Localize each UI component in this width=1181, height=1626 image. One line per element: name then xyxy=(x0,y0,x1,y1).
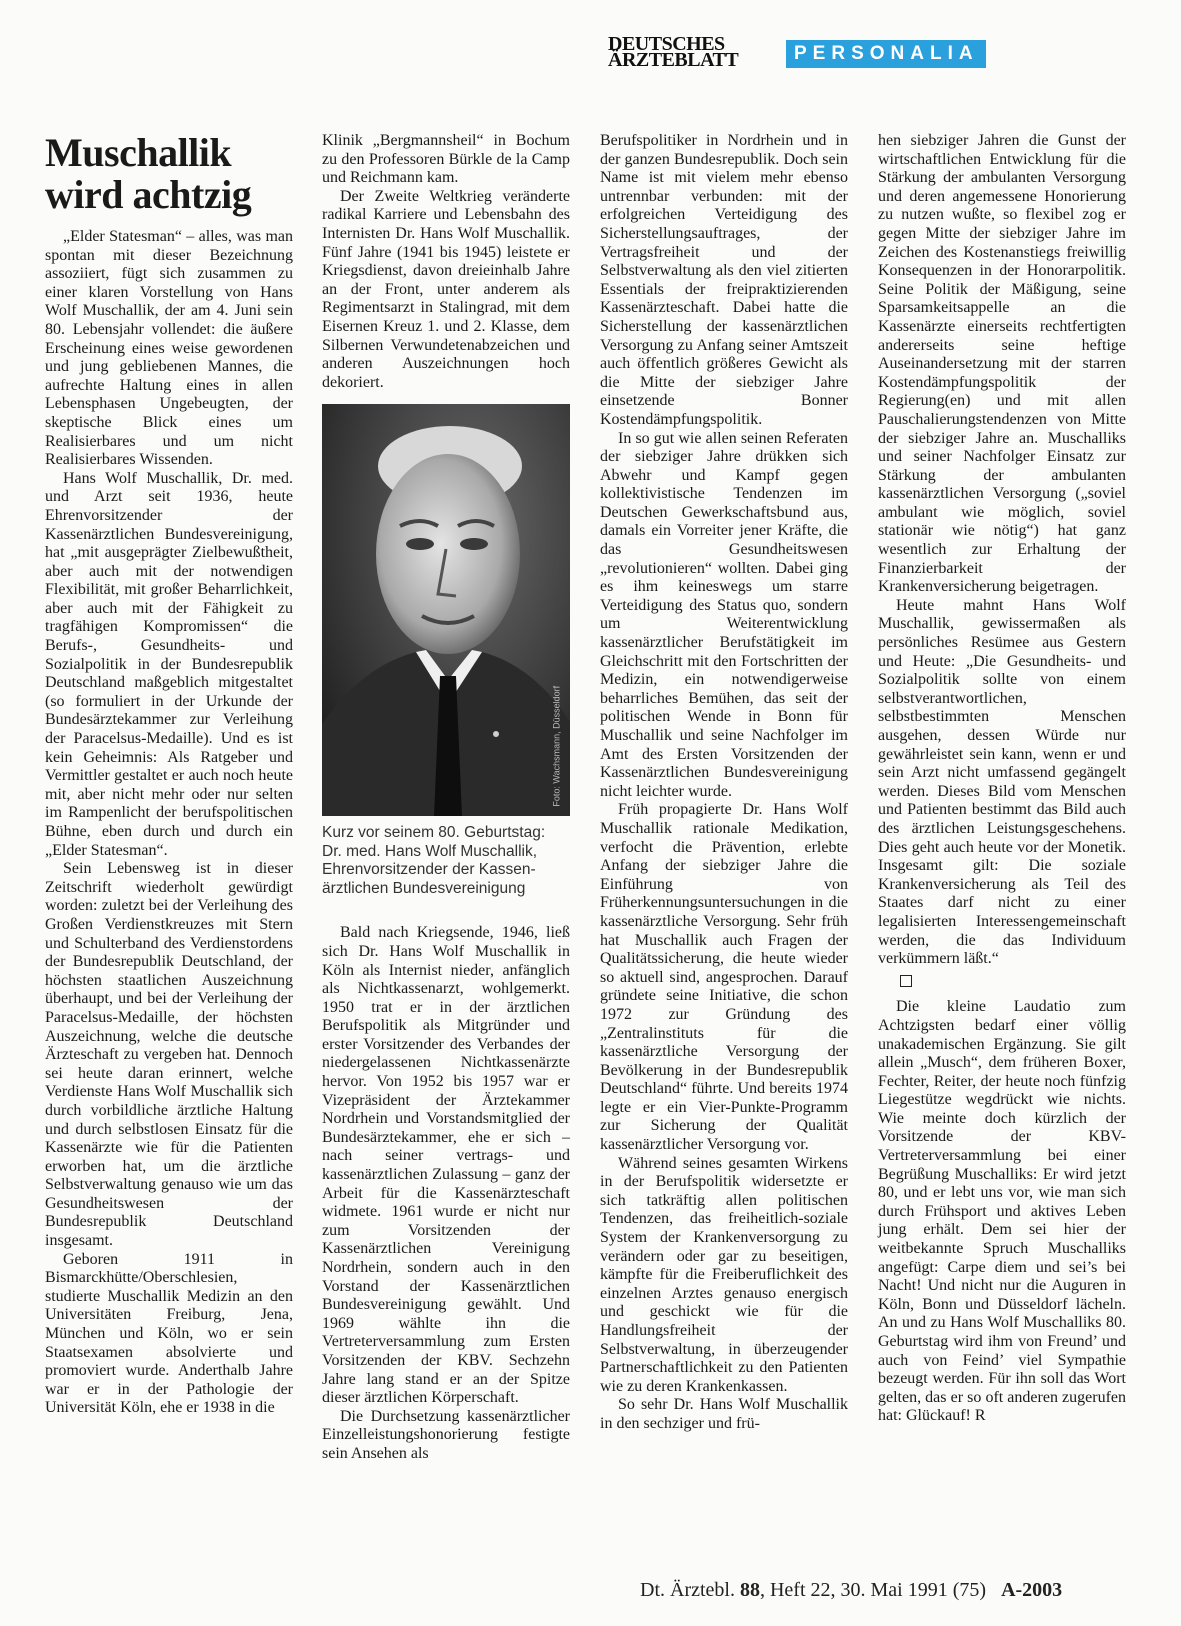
paragraph: Die kleine Laudatio zum Achtzigsten bedarf einer völlig unakademischen Ergänzung. Sie gilt allein „Musch“, dem früheren Boxer, Fechter, Reiter, der heute noch fünfzig Liegestütze wegdrückt wie nichts. Wie meinte doch kürzlich der Vorsitzende der KBV-Vertreterversammlung bei einer Begrüßung Muschalliks: Er wird jetzt 80, und er lebt uns vor, wie man sich durch Frühsport und aktives Leben jung erhält. Dem sei hier der weitbekannte Spruch Muschalliks angefügt: Carpe diem und sei’s bei Nacht! Und nicht nur die Auguren in Köln, Bonn und Düsseldorf lächeln. An und zu Hans Wolf Muschalliks 80. Geburtstag wird ihm von Freund’ und auch von Feind’ viel Sympathie bezeugt werden. Für ihn soll das Wort gelten, das er so oft anderen zugerufen hat: Glückauf! R xyxy=(878,998,1126,1425)
section-divider-box xyxy=(878,969,1126,999)
square-icon xyxy=(900,975,912,987)
logo-line-2: ÄRZTEBLATT xyxy=(608,49,739,71)
paragraph: Heute mahnt Hans Wolf Muschallik, gewissermaßen als persönliches Resümee aus Gestern und Heute: „Die Gesundheits- und Sozialpolitik sollte von einem selbstverantwortlichen, selbstbestimmten Menschen ausgehen, dessen Würde nur gewährleistet sein kann, wenn er und sein Arzt nicht umfassend gegängelt werden. Dieses Bild vom Menschen und Patienten bestimmt das Bild auch des ärztlichen Leistungsgeschehens. Dies geht auch heute vor der Monetik. Insgesamt gilt: Die soziale Krankenversicherung als Teil des Staates darf nicht zu einer legalisierten Interessengemeinschaft werden, die das Individuum verkümmern läßt.“ xyxy=(878,596,1126,968)
caption-line: ärztlichen Bundesvereinigung xyxy=(322,879,526,897)
volume-number: 88 xyxy=(739,1579,760,1601)
paragraph: hen siebziger Jahren die Gunst der wirtschaftlichen Entwicklung für die Stärkung der ambulanten Versorgung und deren angemessene Honorierung zu nutzen wußte, so flexibel zog er gegen Mitte der siebziger Jahre im Zeichen des Kostenanstiegs freiwillig Konsequenzen in der Honorarpolitik. Seine Politik der Mäßigung, seine Sparsamkeitsappelle an die Kassenärzte einerseits rechtfertigten andererseits seine heftige Auseinandersetzung mit der starren Kostendämpfungspolitik der Regierung(en) und mit allen Pauschalierungstendenzen von Mitte der siebziger Jahre an. Muschalliks und seiner Nachfolger Einsatz zur Stärkung der ambulanten kassenärztlichen Versorgung („soviel ambulant wie möglich, soviel stationär wie nötig“) hat ganz wesentlich zur Erhaltung der Finanzierbarkeit der Krankenversicherung beigetragen. xyxy=(878,132,1126,596)
portrait-illustration xyxy=(322,404,570,816)
paragraph: In so gut wie allen seinen Referaten der siebziger Jahre drükken sich Abwehr und Kampf gegen kollektivistische Tendenzen im Deutschen Gewerkschaftsbund aus, damals ein Vorreiter jener Kräfte, die das Gesundheitswesen „revolutionieren“ wollten. Dabei ging es ihm keineswegs um starre Verteidigung des Status quo, sondern um Weiterentwicklung kassenärztlicher Berufstätigkeit im Gleichschritt mit den Fortschritten der Medizin, ein notwendigerweise beharrliches Bemühen, das seit der politischen Wende in Bonn für Muschallik und seine Nachfolger im Amt des Ersten Vorsitzenden der Kassenärztlichen Bundesvereinigung nicht leichter wurde. xyxy=(600,429,848,800)
paragraph: Geboren 1911 in Bismarckhütte/Oberschlesien, studierte Muschallik Medizin an den Universitäten Freiburg, Jena, München und Köln, wo er sein Staatsexamen absolvierte und promoviert wurde. Anderthalb Jahre war er in der Pathologie der Universität Köln, ehe er 1938 in die xyxy=(45,1250,293,1417)
journal-abbrev: Dt. Ärztebl. xyxy=(640,1579,735,1601)
caption-line: Ehrenvorsitzender der Kassen- xyxy=(322,861,536,879)
page-number: A-2003 xyxy=(1001,1579,1063,1601)
column-1 xyxy=(45,132,293,1418)
headline-line-1: Muschallik xyxy=(45,130,232,175)
journal-logo xyxy=(608,33,786,71)
issue-info: , Heft 22, 30. Mai 1991 (75) xyxy=(759,1579,987,1601)
paragraph: Berufspolitiker in Nordrhein und in der ganzen Bundesrepublik. Doch sein Name ist mit vielem mehr ebenso untrennbar verbunden: mit der erfolgreichen Verteidigung des Sicherstellungsauftrages, der Vertragsfreiheit und der Selbstverwaltung als den viel zitierten Essentials der freipraktizierenden Kassenärzteschaft. Dabei hatte die Sicherstellung der kassenärztlichen Versorgung zu Anfang seiner Amtszeit auch öffentlich größeres Gewicht als die Mitte der siebziger Jahre einsetzende Bonner Kostendämpfungspolitik. xyxy=(600,132,848,428)
masthead xyxy=(608,33,988,72)
photo-caption xyxy=(322,824,570,898)
page-footer xyxy=(640,1579,1062,1602)
caption-line: Kurz vor seinem 80. Geburtstag: xyxy=(322,824,546,842)
paragraph: So sehr Dr. Hans Wolf Muschallik in den sechziger und frü- xyxy=(600,1396,848,1432)
paragraph: Klinik „Bergmannsheil“ in Bochum zu den Professoren Bürkle de la Camp und Reichmann kam. xyxy=(322,132,570,187)
headline-line-2: wird achtzig xyxy=(45,172,252,217)
section-label: PERSONALIA xyxy=(786,40,986,68)
column-2 xyxy=(322,132,570,1464)
paragraph: „Elder Statesman“ – alles, was man spontan mit dieser Bezeichnung assoziiert, fügt sich zusammen zu einer klaren Vorstellung von Hans Wolf Muschallik, der am 4. Juni sein 80. Lebensjahr vollendet: die äußere Erscheinung eines weise gewordenen und jung gebliebenen Mannes, die aufrechte Haltung eines in allen Lebensphasen Ungebeugten, der skeptische Blick eines um Realisierbares und um nicht Realisierbares Wissenden. xyxy=(45,228,293,469)
headline xyxy=(45,132,293,216)
paragraph: Früh propagierte Dr. Hans Wolf Muschallik rationale Medikation, verfocht die Prävention, erlebte Anfang der siebziger Jahre die Einführung von Früherkennungsuntersuchungen in die kassenärztliche Versorgung. Sehr früh hat Muschallik auch Fragen der Qualitätssicherung, die heute wieder so aktuell sind, angesprochen. Darauf gründete seine Initiative, die schon 1972 zur Gründung des „Zentralinstituts für die kassenärztliche Versorgung der Bevölkerung in der Bundesrepublik Deutschland“ führte. Und bereits 1974 legte er ein Vier-Punkte-Programm zur Sicherung der Qualität kassenärztlicher Versorgung vor. xyxy=(600,801,848,1154)
paragraph: Hans Wolf Muschallik, Dr. med. und Arzt seit 1936, heute Ehrenvorsitzender der Kassenärztlichen Bundesvereinigung, hat „mit ausgeprägter Zielbewußtheit, aber auch mit der notwendigen Flexibilität, mit großer Beharrlichkeit, aber auch mit der Fähigkeit zu tragfähigen Kompromissen“ die Berufs-, Gesundheits- und Sozialpolitik in der Bundesrepublik Deutschland maßgeblich mitgestaltet (so formuliert in der Urkunde der Bundesärztekammer zur Verleihung der Paracelsus-Medaille). Und es ist kein Geheimnis: Als Ratgeber und Vermittler gestaltet er auch noch heute mit, aber nicht mehr oder nur selten im Rampenlicht der berufspolitischen Bühne, eben durch und durch ein „Elder Statesman“. xyxy=(45,469,293,859)
paragraph: Die Durchsetzung kassenärztlicher Einzelleistungshonorierung festigte sein Ansehen als xyxy=(322,1407,570,1462)
caption-line: Dr. med. Hans Wolf Muschallik, xyxy=(322,842,538,860)
paragraph: Der Zweite Weltkrieg veränderte radikal Karriere und Lebensbahn des Internisten Dr. Hans Wolf Muschallik. Fünf Jahre (1941 bis 1945) leistete er Kriegsdienst, davon dreieinhalb Jahre an der Front, unter anderem als Regimentsarzt in Stalingrad, mit dem Eisernen Kreuz 1. und 2. Klasse, dem Silbernen Verwundetenabzeichen und anderen Auszeichnungen hoch dekoriert. xyxy=(322,187,570,391)
column-4 xyxy=(878,132,1126,1426)
paragraph: Während seines gesamten Wirkens in der Berufspolitik widersetzte er sich tatkräftig allen politischen Tendenzen, das freiheitlich-soziale System der Krankenversorgung zu verändern oder gar zu beseitigen, kämpfte für die Freiberuflichkeit des einzelnen Arztes genauso energisch und geschickt wie für die Handlungsfreiheit der Selbstverwaltung, in überzeugender Partnerschaftlichkeit zu den Patienten wie zu deren Krankenkassen. xyxy=(600,1154,848,1395)
column-3 xyxy=(600,132,848,1434)
portrait-photo xyxy=(322,404,570,816)
paragraph: Sein Lebensweg ist in dieser Zeitschrift wiederholt gewürdigt worden: zuletzt bei der Verleihung des Großen Verdienstkreuzes mit Stern und Schulterband des Verdienstordens der Bundesrepublik Deutschland, der höchsten staatlichen Auszeichnung überhaupt, und bei der Verleihung der Paracelsus-Medaille, der höchsten Auszeichnung, welche die deutsche Ärzteschaft zu vergeben hat. Dennoch sei heute daran erinnert, welche Verdienste Hans Wolf Muschallik sich durch vorbildliche ärztliche Haltung und durch selbstlosen Einsatz für die Kassenärzte wie für die Patienten erworben hat, um die ärztliche Selbstverwaltung genauso wie um das Gesundheitswesen der Bundesrepublik Deutschland insgesamt. xyxy=(45,860,293,1250)
logo-line-1: DEUTSCHES xyxy=(608,33,725,55)
photo-credit: Foto: Wachsmann, Düsseldorf xyxy=(551,685,562,807)
paragraph: Bald nach Kriegsende, 1946, ließ sich Dr. Hans Wolf Muschallik in Köln als Internist nieder, anfänglich als Nichtkassenarzt, wohlgemerkt. 1950 trat er in der ärztlichen Berufspolitik als Mitgründer und erster Vorsitzender des Verbandes der niedergelassenen Nichtkassenärzte hervor. Von 1952 bis 1957 war er Vizepräsident der Ärztekammer Nordrhein und Vorstandsmitglied der Bundesärztekammer, ehe er sich – nach seiner vertrags- und kassenärztlichen Zulassung – ganz der Arbeit für die Kassenärzteschaft widmete. 1961 wurde er nicht nur zum Vorsitzenden der Kassenärztlichen Vereinigung Nordrhein, sondern auch in den Vorstand der Kassenärztlichen Bundesvereinigung gewählt. Und 1969 wählte ihn die Vertreterversammlung zum Ersten Vorsitzenden der KBV. Sechzehn Jahre lang stand er an der Spitze dieser ärztlichen Körperschaft. xyxy=(322,924,570,1407)
